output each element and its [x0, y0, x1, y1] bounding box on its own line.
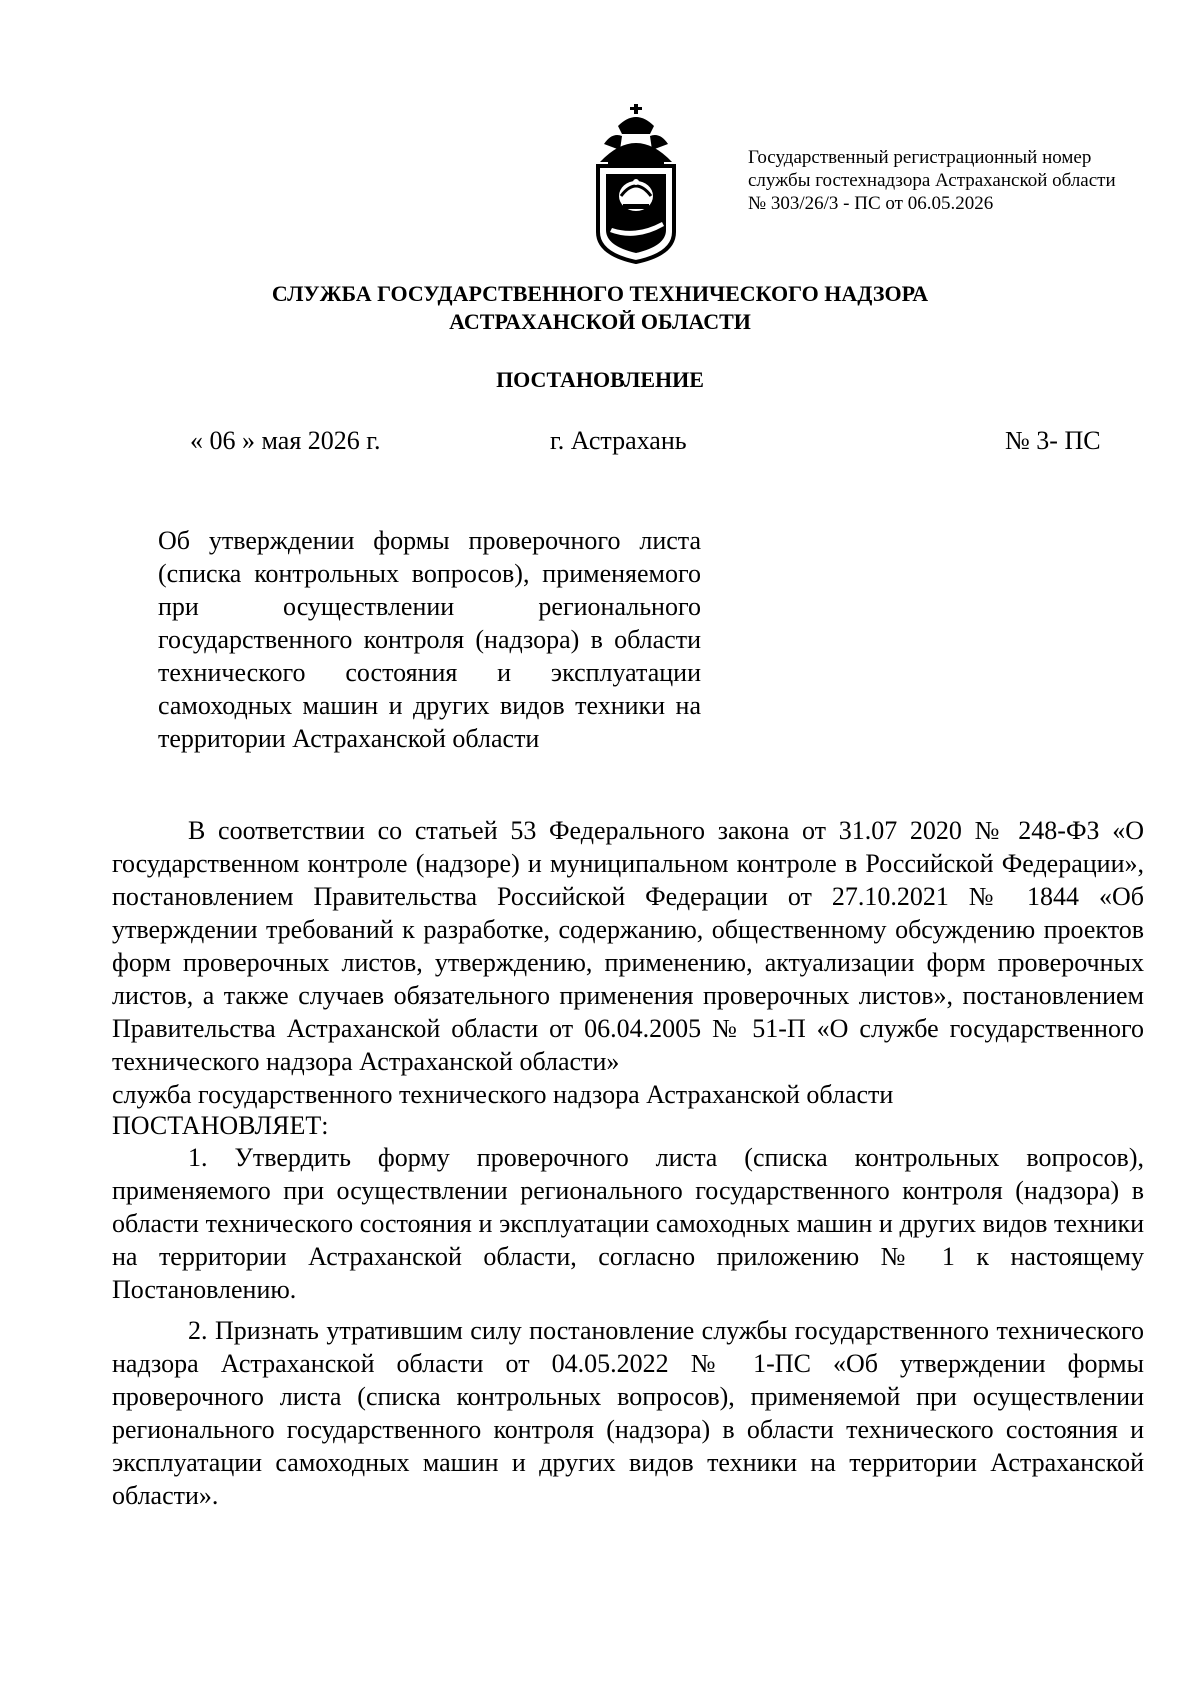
- document-body: [112, 814, 1144, 1512]
- document-number: № 3- ПС: [1005, 426, 1101, 455]
- registration-number-block: [748, 146, 1168, 215]
- document-place: г. Астрахань: [550, 426, 687, 455]
- document-date: « 06 » мая 2026 г.: [190, 426, 381, 455]
- document-subject: Об утверждении формы проверочного листа (списка контрольных вопросов), применяемого при осуществлении регионального государственного контроля (надзора) в области технического состояния и эксплуатации самоходных машин и других видов техники на территории Астраханской области: [158, 526, 701, 753]
- registration-line-1: Государственный регистрационный номер: [748, 147, 1092, 168]
- registration-line-2: службы гостехнадзора Астраханской области: [748, 170, 1116, 191]
- coat-of-arms-emblem: [590, 104, 682, 264]
- organization-name: [0, 280, 1200, 336]
- organization-name-line-2: АСТРАХАНСКОЙ ОБЛАСТИ: [449, 309, 751, 334]
- resolves-heading: ПОСТАНОВЛЯЕТ:: [112, 1111, 329, 1140]
- registration-line-3: № 303/26/3 - ПС от 06.05.2026: [748, 193, 994, 214]
- issuer-line: служба государственного технического надзора Астраханской области: [112, 1080, 894, 1109]
- item-1-paragraph: 1. Утвердить форму проверочного листа (списка контрольных вопросов), применяемого при осуществлении регионального государственного контроля (надзора) в области технического состояния и эксплуатации самоходных машин и других видов техники на территории Астраханской области, согласно приложению № 1 к настоящему Постановлению.: [112, 1143, 1144, 1304]
- item-2-paragraph: 2. Признать утратившим силу постановление службы государственного технического надзора Астраханской области от 04.05.2022 № 1-ПС «Об утверждении формы проверочного листа (списка контрольных вопросов), применяемой при осуществлении регионального государственного контроля (надзора) в области технического состояния и эксплуатации самоходных машин и других видов техники на территории Астраханской области».: [112, 1316, 1144, 1510]
- preamble-paragraph: В соответствии со статьей 53 Федерального закона от 31.07 2020 № 248-ФЗ «О государственном контроле (надзоре) и муниципальном контроле в Российской Федерации», постановлением Правительства Российской Федерации от 27.10.2021 № 1844 «Об утверждении требований к разработке, содержанию, общественному обсуждению проектов форм проверочных листов, утверждению, применению, актуализации форм проверочных листов, а также случаев обязательного применения проверочных листов», постановлением Правительства Астраханской области от 06.04.2005 № 51-П «О службе государственного технического надзора Астраханской области»: [112, 816, 1144, 1076]
- organization-name-line-1: СЛУЖБА ГОСУДАРСТВЕННОГО ТЕХНИЧЕСКОГО НАДЗОРА: [271, 281, 929, 306]
- document-type: ПОСТАНОВЛЕНИЕ: [496, 367, 704, 392]
